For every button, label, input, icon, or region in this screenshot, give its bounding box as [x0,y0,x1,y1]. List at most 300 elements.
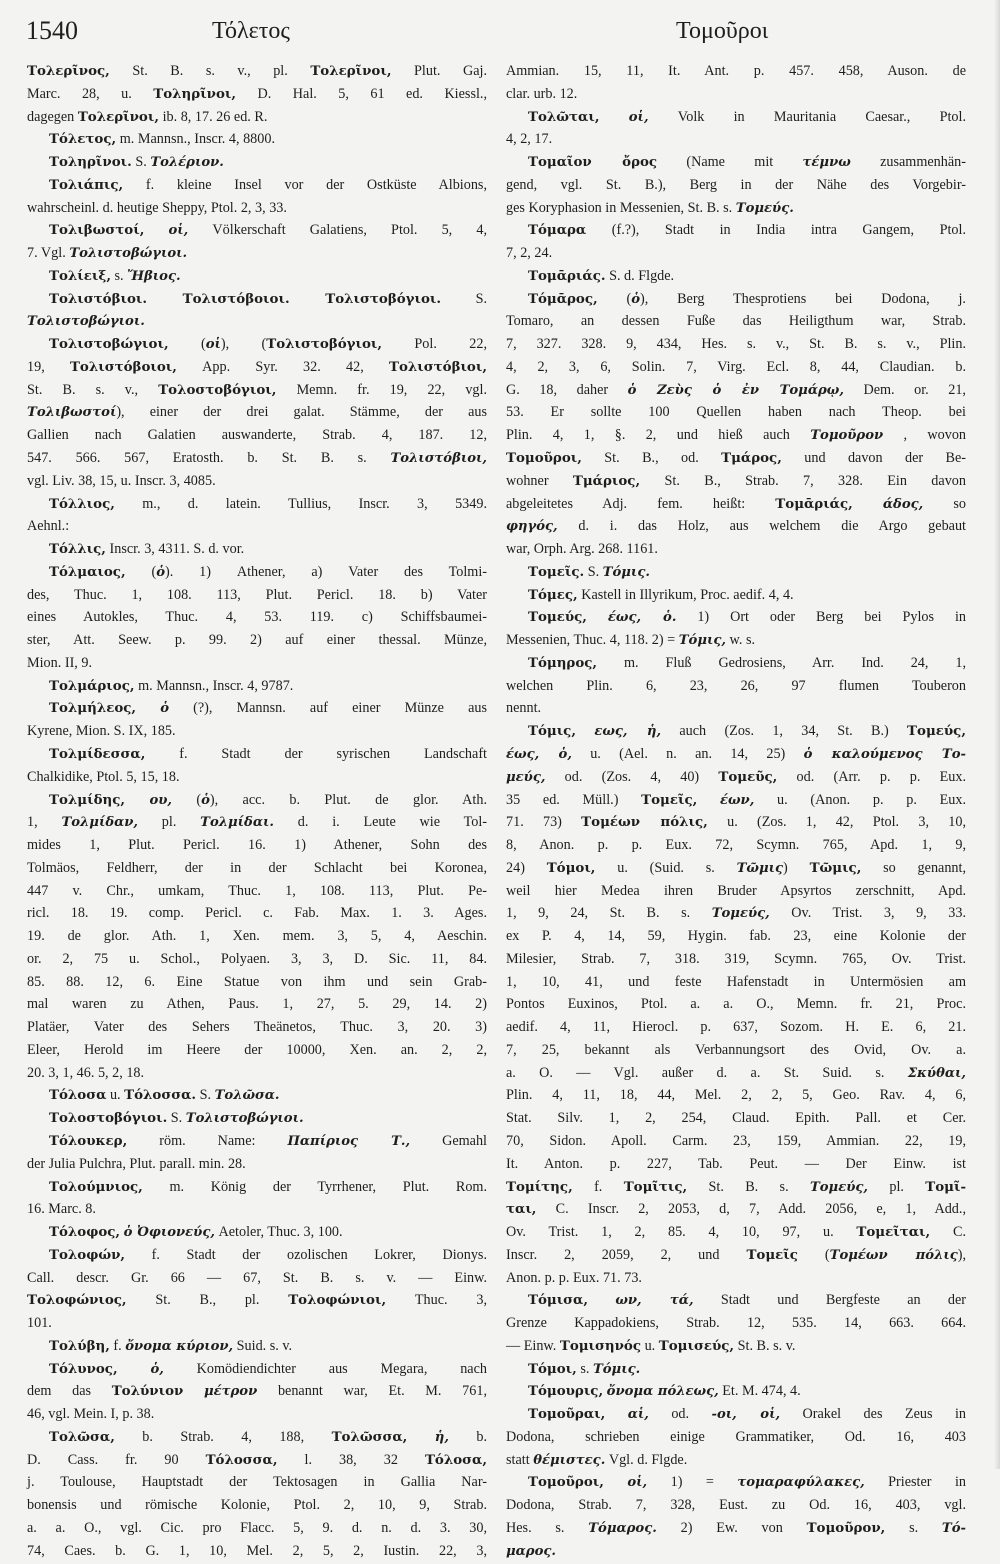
entry-line [27,720,487,743]
entry-line [27,1449,487,1472]
headword: Τόμοι, [546,859,596,876]
entry-start-line [506,288,966,311]
headword: Τομεῖς, [641,791,698,808]
entry-line [27,1153,487,1176]
entry-line [27,811,487,834]
text-segment: 8, Anon. p. p. Eux. 72, Scymn. 765, Apd. 1, 9, [506,837,966,854]
text-segment: Pol. 22, [382,336,487,353]
text-segment: wohner [506,472,573,489]
text-segment: 85. 88. 12, 6. Eine Statue von ihm und sein Grab- [27,973,487,990]
greek-italic: οἱ, [168,223,189,239]
entry-start-line [27,151,487,174]
greek-italic: έως, ὁ. [607,610,677,626]
entry-start-line [27,675,487,698]
entry-line [506,1107,966,1130]
text-segment: 1, 10, 41, und feste Hafenstadt in Untermösien am [506,973,966,990]
entry-line [506,971,966,994]
text-segment: benannt war, Et. M. 761, [257,1383,487,1400]
text-segment: St. B. s. v., [27,381,159,398]
entry-start-line [27,743,487,766]
greek-italic: Τολιστοβώγιοι. [185,1111,304,1127]
entry-line [27,424,487,447]
greek-italic: οἱ [205,337,221,353]
headword: Τολοφών, [49,1246,126,1263]
text-segment [853,496,883,512]
text-segment: a. O. — Vgl. außer d. a. St. Suid. s. [506,1064,908,1081]
text-segment [604,1474,627,1490]
text-segment: b. Strab. 4, 188, [114,1428,332,1445]
text-segment: so [923,495,966,512]
text-segment: It. Anton. p. 227, Tab. Peut. — Der Einw. ist [506,1155,966,1172]
greek-italic: Τολέριον. [150,155,224,171]
greek-italic: ὁ Ζεὺς ὁ ἐν Τομάρῳ, [627,382,844,398]
text-segment: u. [641,1337,659,1354]
headword: Τολμίδης, [49,791,126,808]
entry-start-line [27,1130,487,1153]
text-segment: Gallien nach Galatien auswanderte, Strab. 4, 187. 12, [27,427,487,444]
text-segment: 2) Ew. von [656,1520,807,1536]
text-segment: Marc. 28, u. [27,85,154,102]
entry-start-line [506,584,966,607]
headword: ται, [506,1201,537,1218]
entry-line [506,1244,966,1267]
text-segment: war, Orph. Arg. 268. 1161. [506,541,658,558]
entry-start-line [27,128,487,151]
text-segment: Kastell in Illyrikum, Proc. aedif. 4, 4. [577,586,794,603]
entry-start-line [506,219,966,242]
text-segment: u. (Suid. s. [595,859,737,876]
text-segment: 447 v. Chr., umkam, Thuc. 1, 108. 113, Plut. Pe- [27,882,487,899]
text-segment: u. (Zos. 1, 42, Ptol. 3, 10, [707,814,966,831]
headword: Τολιστόβοιοι, [69,358,177,375]
text-segment [600,109,629,125]
entry-line [27,925,487,948]
entry-line [27,971,487,994]
entry-line [506,925,966,948]
greek-italic: οἱ, [628,109,649,125]
headword: Τομεύς, [528,609,587,626]
text-segment: 1) Ort oder Berg bei Pylos in [676,609,966,626]
headword: Τομοῦρον, [806,1520,886,1536]
entry-line [27,1289,487,1312]
text-segment [588,1292,615,1308]
headword: Τολοφώνιοι, [288,1292,387,1309]
text-segment: 46, vgl. Mein. I, p. 38. [27,1406,155,1423]
text-segment: f. [109,1337,126,1354]
text-segment: Gemahl [410,1132,487,1149]
text-segment: St. B., Strab. 7, 328. Ein davon [640,472,966,489]
headword: Τολερῖνοι, [310,63,392,79]
text-segment: 19. de glor. Ath. 1, Xen. mem. 3, 5, 4, Aeschin. [27,928,487,945]
headword: Τόλουκερ, [49,1132,128,1149]
text-segment: statt [506,1451,534,1468]
headword: Τόμισα, [528,1292,589,1309]
entry-line [27,1062,487,1085]
entry-line [506,1039,966,1062]
text-segment: 71. 73) [506,814,582,831]
entry-line [27,857,487,880]
greek-italic: ἡ, [434,1429,449,1445]
text-segment: Eleer, Herold im Heere der 10000, Xen. an. 2, 2, [27,1041,487,1058]
text-segment [183,1383,204,1399]
text-segment: (f.?), Stadt in India intra Gangem, Ptol. [586,222,966,239]
entry-line [27,310,487,333]
entry-line [506,857,966,880]
greek-italic: Τομεύς, [711,906,770,922]
text-segment: 16. Marc. 8. [27,1201,96,1218]
text-segment: Plin. 4, 1, §. 2, und hieß auch [506,427,811,444]
entry-line [27,1039,487,1062]
greek-italic: Τῶμις [736,860,784,876]
entry-line [506,1540,966,1563]
entry-line [506,1335,966,1358]
greek-italic: άδος, [882,496,924,512]
text-segment: St. B. s. [687,1178,810,1195]
entry-start-line [27,333,487,356]
entry-line [27,834,487,857]
headword: Τολερῖνος, [27,63,110,79]
entry-start-line [27,1221,487,1244]
text-segment: (Name mit [657,154,803,171]
text-segment: aedif. 4, 11, Hierocl. p. 637, Sozom. H. E. 6, 21. [506,1019,966,1036]
text-segment: Mion. II, 9. [27,654,93,671]
entry-line [27,379,487,402]
entry-line [27,1403,487,1426]
entry-line [506,697,966,720]
text-segment: s. [885,1520,942,1536]
greek-italic: Τομεύς. [735,200,794,216]
entry-line [27,1198,487,1221]
text-segment: S. d. Flgde. [605,267,675,284]
text-segment: 7, 327. 328. 9, 434, Hes. s. v., St. B. s. v., Plin. [506,336,966,353]
text-segment: C. Inscr. 2, 2053, d, 7, Add. 2056, e, 1, Add., [536,1201,966,1218]
text-segment: m. Mannsn., Inscr. 4, 9787. [134,677,294,694]
text-segment: Komödiendichter aus Megara, nach [163,1360,487,1377]
entry-line [506,424,966,447]
text-segment: Call. descr. Gr. 66 — 67, St. B. s. v. — Einw. [27,1269,487,1286]
entry-line [27,584,487,607]
headword: Τόλοσσα. [124,1087,197,1104]
headword: Τολῶσσα, [331,1428,408,1445]
entry-start-line [27,1335,487,1358]
text-segment: St. B., od. [581,450,722,467]
text-segment: u. (Anon. p. p. Eux. [754,791,966,808]
entry-line [27,1312,487,1335]
headword: Τολμίδεσσα, [49,745,146,762]
text-segment: 24) [506,859,547,876]
text-segment: Messenien, Thuc. 4, 118. 2) = [506,632,679,649]
headword: Τοληρῖνοι, [153,85,237,102]
entry-line [506,1062,966,1085]
text-segment: 101. [27,1315,52,1332]
text-segment: 74, Caes. b. G. 1, 10, Mel. 2, 5, 2, Iustin. 22, 3, [27,1542,487,1559]
text-segment: f. Stadt der ozolischen Lokrer, Dionys. [125,1246,487,1263]
text-segment: Tomaro, an dessen Fuße das Heiligthum war, Strab. [506,313,966,330]
entry-line [506,1221,966,1244]
greek-italic: ὁ [201,792,210,808]
headword: Τομῖ- [925,1178,966,1195]
text-segment: Volk in Mauritania Caesar., Ptol. [648,108,966,125]
text-segment: d. i. Leute wie Tol- [273,814,487,831]
text-segment: ( [797,1246,830,1263]
headword: Τόλλιος, [49,495,115,512]
entry-start-line [506,652,966,675]
headword: Τόλυνος, [49,1360,118,1377]
greek-italic: Τομέων πόλις [829,1247,958,1263]
text-segment: Platäer, Vater des Sehers Theänetos, Thuc. 3, 20. 3) [27,1019,487,1036]
headword: Τομοῦραι, [528,1406,606,1423]
headword: Τομᾱριάς, [775,495,853,512]
greek-italic: ὁ [631,291,640,307]
entry-line [27,106,487,129]
text-segment: S. [441,290,487,307]
text-segment: zusammenhän- [850,154,966,171]
entry-line [27,242,487,265]
entry-start-line [27,789,487,812]
text-segment: ), ( [220,336,267,353]
entry-line [506,538,966,561]
headword: Τόλοσα, [424,1451,487,1468]
text-segment: G. 18, daher [506,381,628,398]
text-segment: m. Fluß Gedrosiens, Arr. Ind. 24, 1, [597,654,966,671]
text-segment: auch (Zos. 1, 34, St. B.) [661,723,908,740]
greek-italic: Σκύθαι, [907,1065,966,1081]
text-segment: Stat. Silv. 1, 2, 254, Claud. Epith. Pall. et Cer. [506,1110,966,1127]
entry-line [506,60,966,83]
text-segment: St. B. s. v., pl. [109,63,311,79]
text-segment: Pontos Euxinos, Ptol. a. a. O., Memn. fr. 21, Proc. [506,996,966,1013]
text-segment [605,1406,627,1422]
entry-start-line [506,1403,966,1426]
entry-line [27,83,487,106]
text-segment [697,792,720,808]
text-segment: ), [957,1246,967,1263]
text-segment: St. B., pl. [126,1292,289,1309]
text-segment: D. Hal. 5, 61 ed. Kiessl., [236,85,488,102]
text-segment: u. (Ael. n. an. 14, 25) [571,745,804,762]
text-segment: m. König der Tyrrhener, Plut. Rom. [142,1178,487,1195]
entry-line [506,1198,966,1221]
text-segment: und davon der Be- [781,450,966,467]
headword: Τμάρος, [721,450,782,467]
headword: Τόμαρα [528,222,587,239]
text-segment: Chalkidike, Ptol. 5, 15, 18. [27,768,180,785]
text-segment: 547. 566. 567, Eratosth. b. St. B. s. [27,450,391,467]
entry-start-line [27,1176,487,1199]
headword: Τομοῦροι, [506,450,582,467]
headword: Τοληρῖνοι. [49,154,132,171]
greek-italic: Τολμίδαι. [200,815,274,831]
entry-line [506,1153,966,1176]
text-segment: eines Autokles, Thuc. 4, 53. 119. c) Schiffsbaumei- [27,609,487,626]
left-column [27,60,487,1563]
text-segment: röm. Name: [127,1132,288,1149]
text-segment: 20. 3, 1, 46. 5, 2, 18. [27,1064,145,1081]
headword: Τομεῦς, [718,768,778,785]
greek-italic: αἱ, [627,1407,649,1423]
text-segment: 70, Sidon. Apoll. Carm. 23, 159, Ammian. 22, 19, [506,1132,966,1149]
text-segment: des, Thuc. 1, 108. 113, Plut. Pericl. 18. b) Vater [27,586,487,603]
text-segment: f. kleine Insel vor der Ostküste Albions, [123,176,487,193]
entry-line [27,60,487,83]
text-segment: ( [597,290,632,307]
entry-line [506,993,966,1016]
text-segment: der Julia Pulchra, Plut. parall. min. 28. [27,1155,246,1172]
text-segment: C. [930,1224,966,1241]
entry-line [506,1084,966,1107]
entry-start-line [506,151,966,174]
entry-start-line [506,720,966,743]
text-segment: Et. M. 474, 4. [718,1383,801,1400]
text-segment: mides 1, Plut. Pericl. 16. 1) Athener, Sohn des [27,837,487,854]
text-segment [576,723,594,739]
headword: Τομέων πόλις, [581,814,708,831]
text-segment: Tolmäos, Feldherr, der in der Schlacht bei Koronea, [27,859,487,876]
text-segment: 53. Er sollte 100 Quellen haben nach Theop. bei [506,404,966,421]
entry-line [506,333,966,356]
greek-italic: έων, [719,792,755,808]
text-segment: dem das [27,1383,112,1400]
headword: Τόμες, [528,586,578,603]
entry-line [506,743,966,766]
text-segment: clar. urb. 12. [506,85,578,102]
entry-line [27,902,487,925]
text-segment: weil hier Medea ihren Bruder Apsyrtos zerschnitt, Apd. [506,882,966,899]
greek-italic: ὁ [160,701,170,717]
entry-line [506,493,966,516]
greek-italic: -οι, οἱ, [711,1407,781,1423]
text-segment: Grenze Kappadokiens, Strab. 12, 535. 14, 663. 664. [506,1315,966,1332]
entry-line [506,1426,966,1449]
entry-line [506,515,966,538]
headword: Τολιάπις, [49,176,124,193]
text-segment: 1, 9, 24, St. B. s. [506,905,712,922]
text-segment: dagegen [27,108,78,125]
text-segment: f. Stadt der syrischen Landschaft [145,745,487,762]
greek-italic: Τολιστοβώγιοι. [27,314,145,330]
text-segment [407,1429,434,1445]
entry-line [506,1517,966,1540]
entry-line [506,675,966,698]
headword: Τόμηρος, [528,654,598,671]
headword: Τόλετος, [49,131,117,148]
headword: Τομισηνός [559,1337,642,1354]
entry-start-line [27,1244,487,1267]
greek-italic: Παπίριος Τ., [287,1133,411,1149]
headword: Τολμάριος, [49,677,135,694]
entry-line [27,606,487,629]
greek-italic: Τό- [941,1521,967,1536]
text-segment: Ov. Trist. 1, 2, 85. 4, 10, 97, u. [506,1224,857,1241]
entry-start-line [506,1471,966,1494]
text-segment: S. [131,154,151,171]
entry-line [506,1449,966,1472]
entry-start-line [27,538,487,561]
headword: Τόλμαιος, [49,563,126,580]
entry-start-line [27,219,487,242]
page-number: 1540 [26,16,78,45]
text-segment: m., d. latein. Tullius, Inscr. 3, 5349. [114,495,487,512]
text-segment: Orakel des Zeus in [780,1406,967,1423]
greek-italic: ου, [149,792,172,808]
text-segment: 19, [27,358,70,375]
greek-italic: Τολῶσα. [214,1088,280,1104]
greek-italic: Τόμις, [678,633,726,649]
text-segment: u. [106,1087,125,1104]
greek-italic: Τολιβωστοί [27,405,117,421]
entry-start-line [27,1084,487,1107]
headword: Τόμις, [528,723,576,740]
headword: Τόλοφος, [49,1224,121,1241]
headword: Τολερῖνοι, [77,108,160,125]
headword: Τολύνιον [111,1383,184,1400]
text-segment: od. (Arr. p. p. Eux. [777,768,966,785]
text-segment: a. a. O., vgl. Cic. pro Flacc. 5, 9. d. n. d. 3. 30, [27,1520,487,1536]
greek-italic: Τόμαρος. [588,1521,657,1536]
greek-italic: ὁ καλούμενος Το- [803,746,966,762]
text-segment: ) [783,859,810,876]
text-segment [587,609,608,625]
text-segment: Suid. s. v. [233,1337,293,1354]
text-segment: — Einw. [506,1337,560,1354]
entry-line [506,174,966,197]
entry-line [27,447,487,470]
entry-start-line [506,606,966,629]
text-segment: ). 1) Athener, a) Vater des Tolmi- [165,563,487,580]
entry-line [27,1540,487,1563]
text-segment: Plin. 4, 11, 18, 44, Mel. 2, 2, 5, Geo. Rav. 4, 6, [506,1087,966,1104]
headword: Τόμᾱρος, [528,290,598,307]
text-segment [136,700,160,716]
greek-italic: τομαραφύλακες, [737,1475,865,1491]
text-segment: ), acc. b. Plut. de glor. Ath. [209,791,487,808]
text-segment: Memn. fr. 19, 22, vgl. [276,381,487,398]
entry-start-line [27,265,487,288]
greek-italic: Τομεύς, [809,1179,869,1195]
entry-line [506,197,966,220]
text-segment: f. [572,1178,624,1195]
entry-line [506,470,966,493]
entry-start-line [27,561,487,584]
text-segment: bonensis und römische Kolonie, Ptol. 2, 10, 9, Strab. [27,1497,487,1514]
headword: Τολμήλεος, [49,700,137,717]
entry-line [506,401,966,424]
greek-italic: Τόμις. [592,1361,641,1377]
text-segment: Vgl. d. Flgde. [605,1451,688,1468]
greek-italic: Τολιστόβιοι, [390,451,487,467]
headword: Τόμουρις, [528,1383,604,1400]
entry-start-line [27,174,487,197]
headword: Τομοῦροι, [528,1474,604,1491]
greek-italic: Ἤβιος. [127,268,181,284]
entry-line [27,652,487,675]
headword: Τολιστοβόγιοι, [266,336,383,353]
text-segment [118,1361,151,1377]
text-segment: , wovon [883,427,967,444]
text-segment: Dodona, schrieben einige Grammatiker, Od. 16, 403 [506,1428,966,1445]
text-segment: Ammian. 15, 11, It. Ant. p. 457. 458, Auson. de [506,63,966,79]
entry-line [506,1176,966,1199]
greek-italic: ὄνομα κύριον, [125,1338,234,1354]
greek-italic: τέμνω [802,155,851,171]
headword: Τόλλις, [49,541,106,558]
headword: Τολούμνιος, [49,1178,143,1195]
entry-line [27,629,487,652]
text-segment: Dodona, Strab. 7, 328, Eust. zu Od. 16, 403, vgl. [506,1497,966,1514]
greek-italic: οἱ, [627,1475,648,1491]
text-segment: so genannt, [861,859,967,876]
greek-italic: ὁ [156,564,166,580]
